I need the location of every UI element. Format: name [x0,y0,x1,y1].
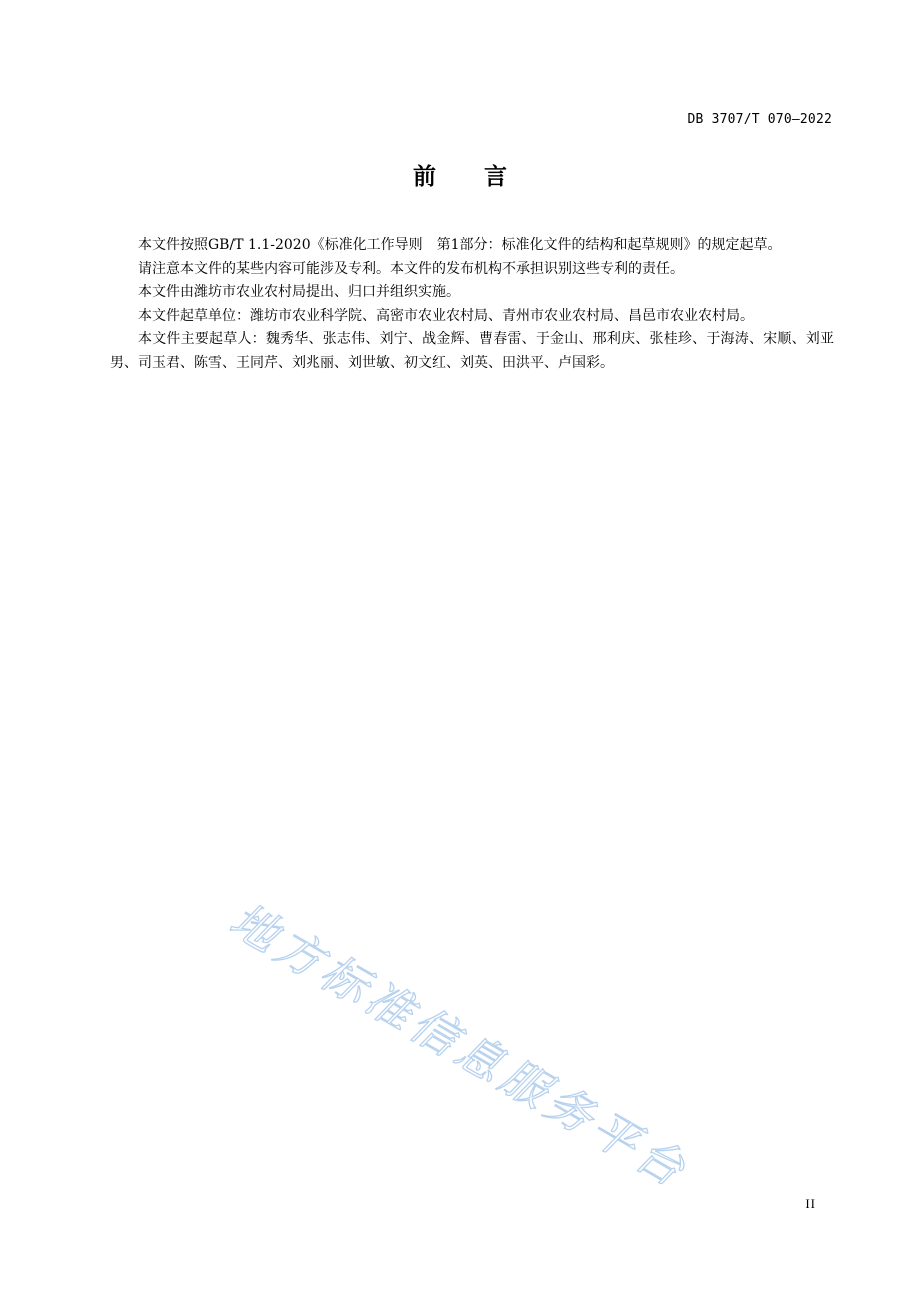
page-number: II [805,1196,816,1211]
paragraph-drafters: 本文件主要起草人：魏秀华、张志伟、刘宁、战金辉、曹春雷、于金山、邢利庆、张桂珍、于海涛、宋顺、刘亚男、司玉君、陈雪、王同芹、刘兆丽、刘世敏、初文红、刘英、田洪平、卢国彩。 [110,331,834,371]
foreword-body [110,234,834,375]
document-code: DB 3707/T 070—2022 [687,112,832,127]
paragraph-drafting-units: 本文件起草单位：潍坊市农业科学院、高密市农业农村局、青州市农业农村局、昌邑市农业农村局。 [138,307,754,324]
paragraph-proposer: 本文件由潍坊市农业农村局提出、归口并组织实施。 [138,284,460,300]
paragraph-patent-notice: 请注意本文件的某些内容可能涉及专利。本文件的发布机构不承担识别这些专利的责任。 [138,260,684,277]
watermark: 地方标准信息服务平台 [221,892,699,1199]
page-title: 前言 [413,164,555,190]
paragraph-standard-basis: 本文件按照GB/T 1.1-2020《标准化工作导则 第1部分：标准化文件的结构和起草规则》的规定起草。 [138,237,782,253]
